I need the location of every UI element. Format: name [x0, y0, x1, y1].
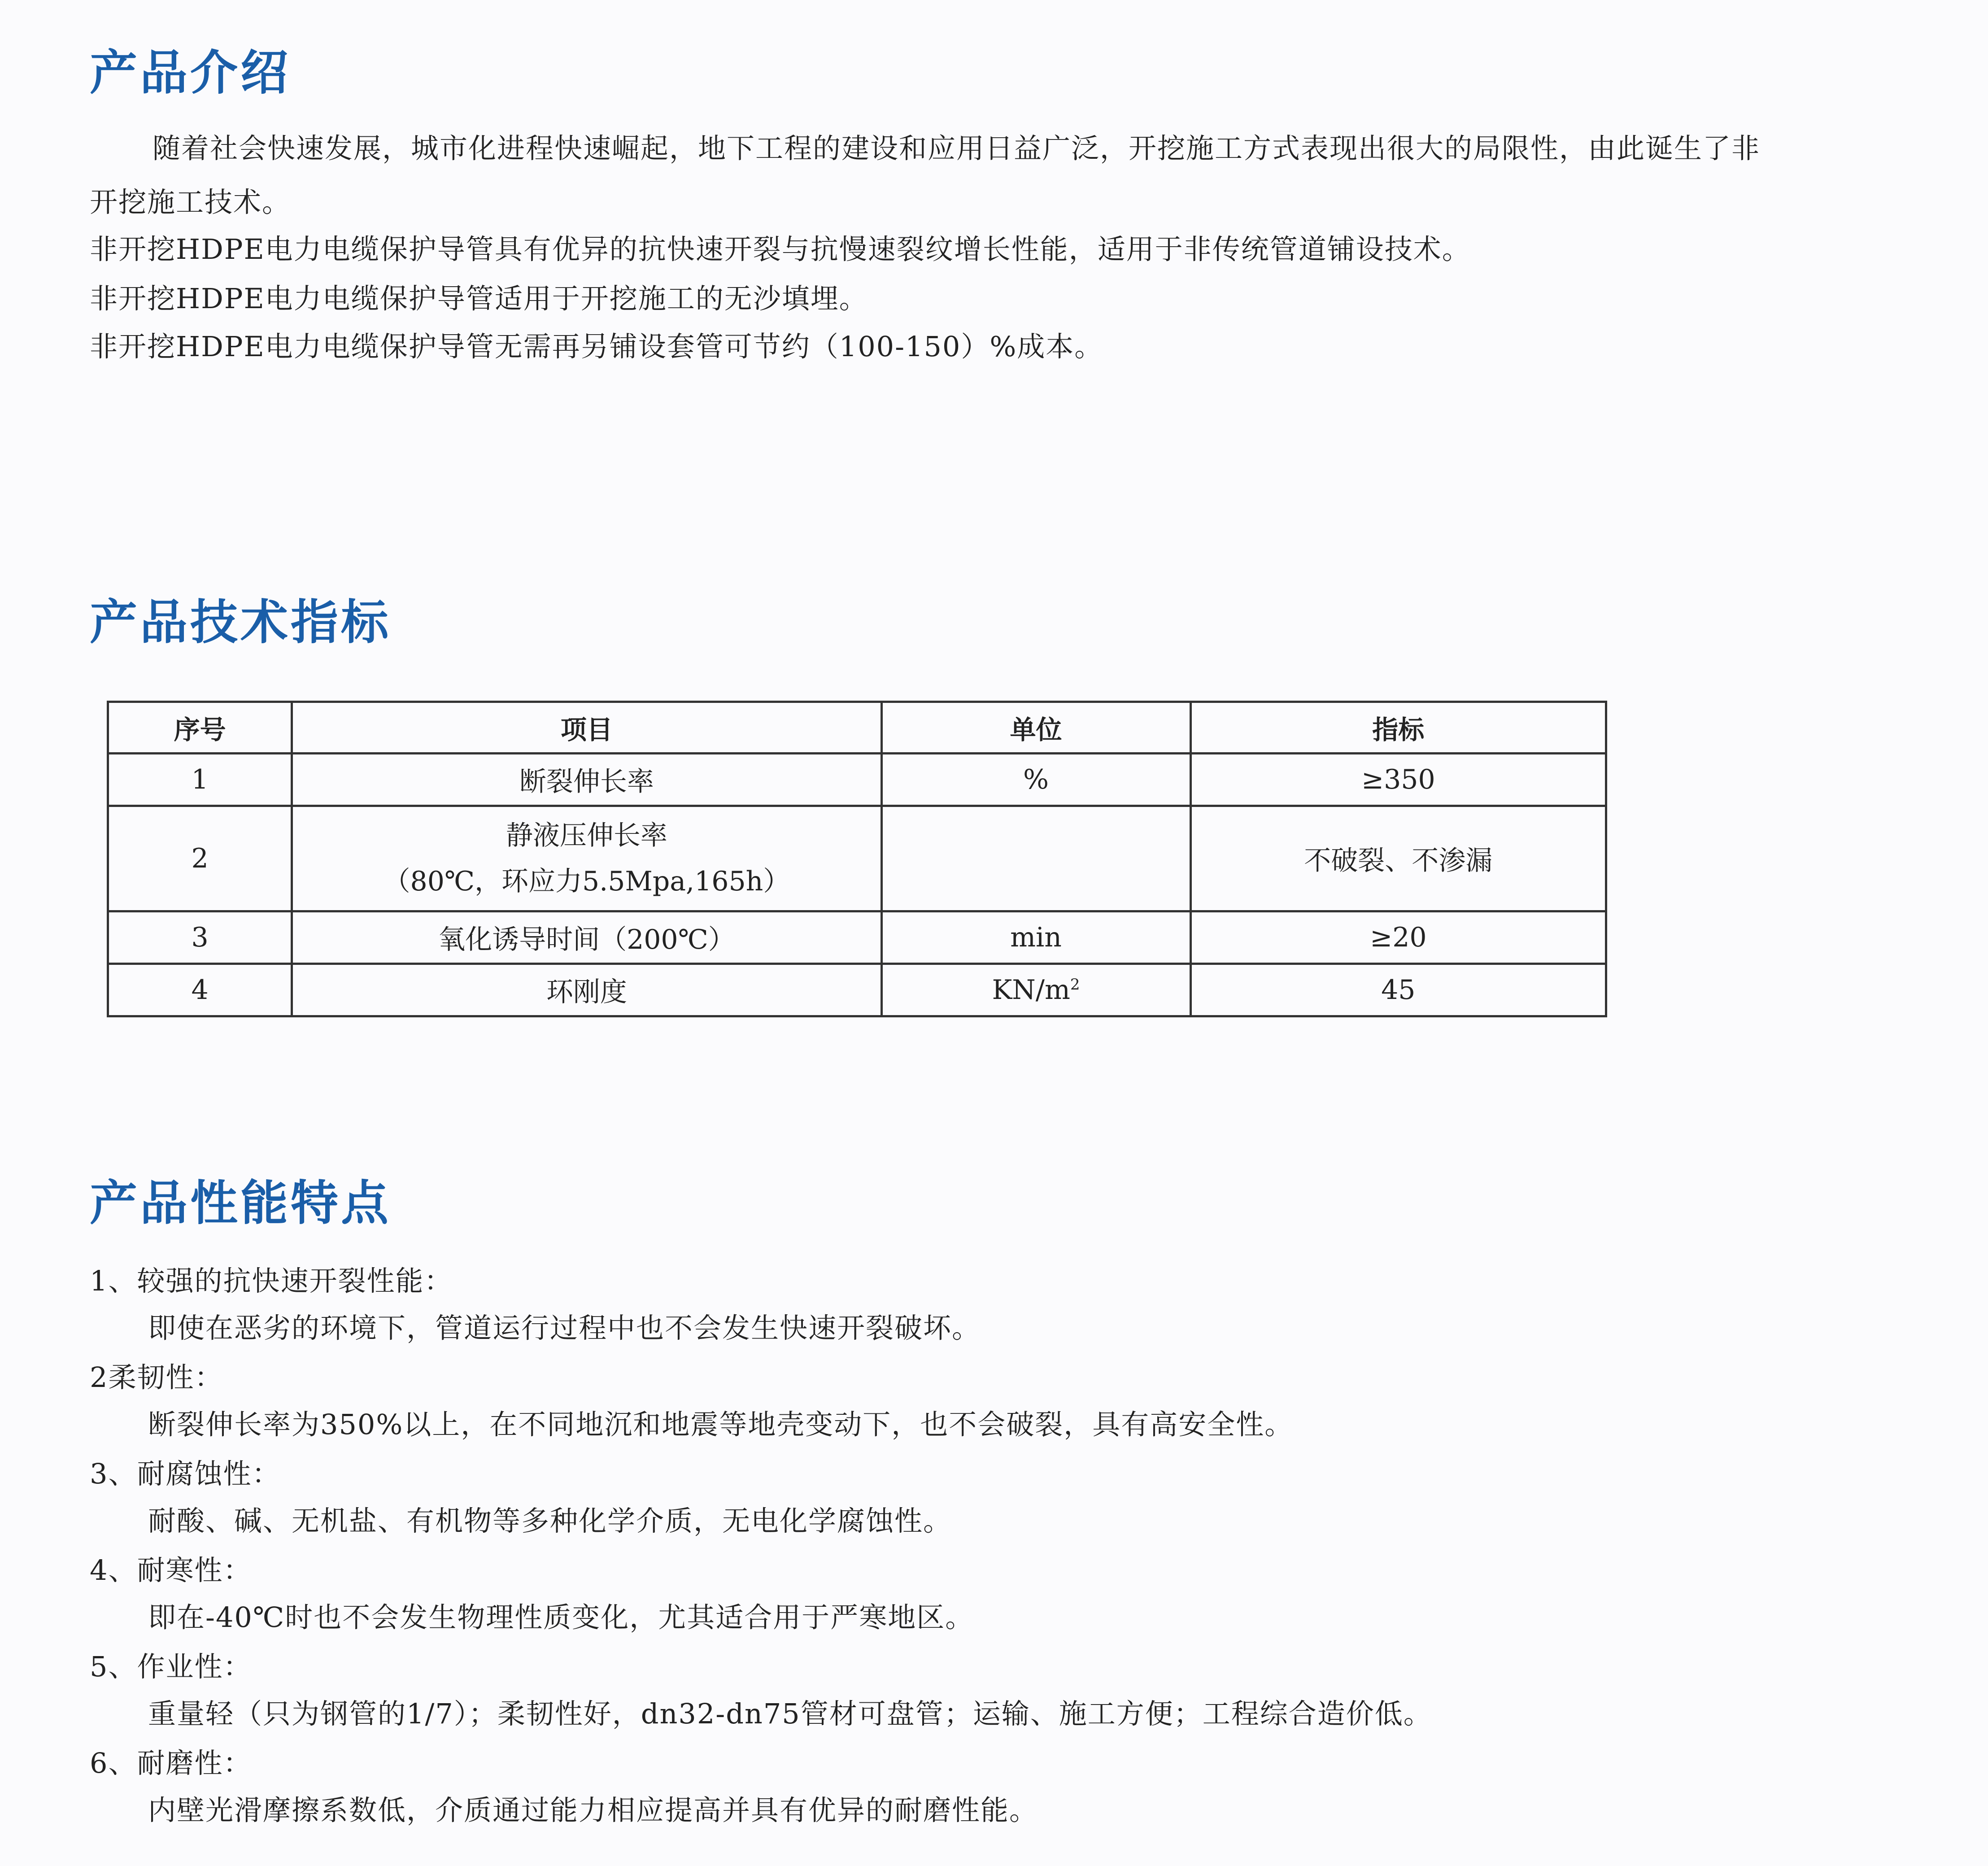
row-unit: [881, 964, 1190, 1016]
feature-desc-6: 内壁光滑摩擦系数低，介质通过能力相应提高并具有优异的耐磨性能。: [148, 1794, 1038, 1827]
row-unit-superscript: 2: [1070, 976, 1080, 994]
intro-paragraph-line-2: 开挖施工技术。: [90, 186, 291, 218]
feature-desc-2: 断裂伸长率为350%以上，在不同地沉和地震等地壳变动下，也不会破裂，具有高安全性。: [148, 1408, 1294, 1441]
row-unit-text: KN/m: [992, 974, 1070, 1006]
row-unit: [881, 806, 1190, 911]
feature-title-6: 6、耐磨性：: [90, 1747, 252, 1779]
row-item: 断裂伸长率: [292, 754, 881, 806]
row-no: 4: [108, 964, 292, 1016]
feature-desc-5: 重量轻（只为钢管的1/7）；柔韧性好，dn32-dn75管材可盘管；运输、施工方便；工程综合造价低。: [148, 1697, 1432, 1730]
row-value: 不破裂、不渗漏: [1190, 806, 1606, 911]
table-row: [108, 754, 1606, 806]
intro-paragraph-line-4: 非开挖HDPE电力电缆保护导管适用于开挖施工的无沙填埋。: [90, 282, 868, 315]
row-no: 1: [108, 754, 292, 806]
row-no: 3: [108, 911, 292, 964]
header-unit: 单位: [881, 702, 1190, 754]
row-item-name: 静液压伸长率: [506, 820, 667, 851]
row-unit: %: [881, 754, 1190, 806]
feature-title-4: 4、耐寒性：: [90, 1554, 252, 1587]
specs-heading: 产品技术指标: [90, 595, 391, 650]
intro-heading: 产品介绍: [90, 45, 291, 100]
header-no: 序号: [108, 702, 292, 754]
feature-title-3: 3、耐腐蚀性：: [90, 1457, 281, 1490]
feature-title-1: 1、较强的抗快速开裂性能：: [90, 1264, 453, 1297]
feature-title-5: 5、作业性：: [90, 1650, 252, 1683]
spec-table: [107, 701, 1607, 1017]
row-item: 氧化诱导时间（200℃）: [292, 911, 881, 964]
row-item-note: （80℃，环应力5.5Mpa,165h）: [383, 866, 790, 897]
header-item: 项目: [292, 702, 881, 754]
row-no: 2: [108, 806, 292, 911]
intro-paragraph-line-5: 非开挖HDPE电力电缆保护导管无需再另铺设套管可节约（100-150）%成本。: [90, 330, 1103, 363]
spec-table-header-row: [108, 702, 1606, 754]
table-row: [108, 806, 1606, 911]
table-row: [108, 964, 1606, 1016]
header-value: 指标: [1190, 702, 1606, 754]
feature-desc-1: 即使在恶劣的环境下，管道运行过程中也不会发生快速开裂破坏。: [148, 1312, 981, 1344]
features-heading: 产品性能特点: [90, 1176, 391, 1231]
intro-paragraph-line-1: 随着社会快速发展，城市化进程快速崛起，地下工程的建设和应用日益广泛，开挖施工方式表现出很大的局限性，由此诞生了非: [153, 132, 1761, 165]
row-value: ≥350: [1190, 754, 1606, 806]
intro-paragraph-line-3: 非开挖HDPE电力电缆保护导管具有优异的抗快速开裂与抗慢速裂纹增长性能，适用于非传统管道铺设技术。: [90, 233, 1471, 266]
row-unit: min: [881, 911, 1190, 964]
row-item: 环刚度: [292, 964, 881, 1016]
row-value: ≥20: [1190, 911, 1606, 964]
row-item: [292, 806, 881, 911]
row-value: 45: [1190, 964, 1606, 1016]
feature-desc-4: 即在-40℃时也不会发生物理性质变化，尤其适合用于严寒地区。: [148, 1601, 974, 1634]
feature-title-2: 2柔韧性：: [90, 1361, 223, 1394]
feature-desc-3: 耐酸、碱、无机盐、有机物等多种化学介质，无电化学腐蚀性。: [148, 1504, 952, 1537]
table-row: [108, 911, 1606, 964]
